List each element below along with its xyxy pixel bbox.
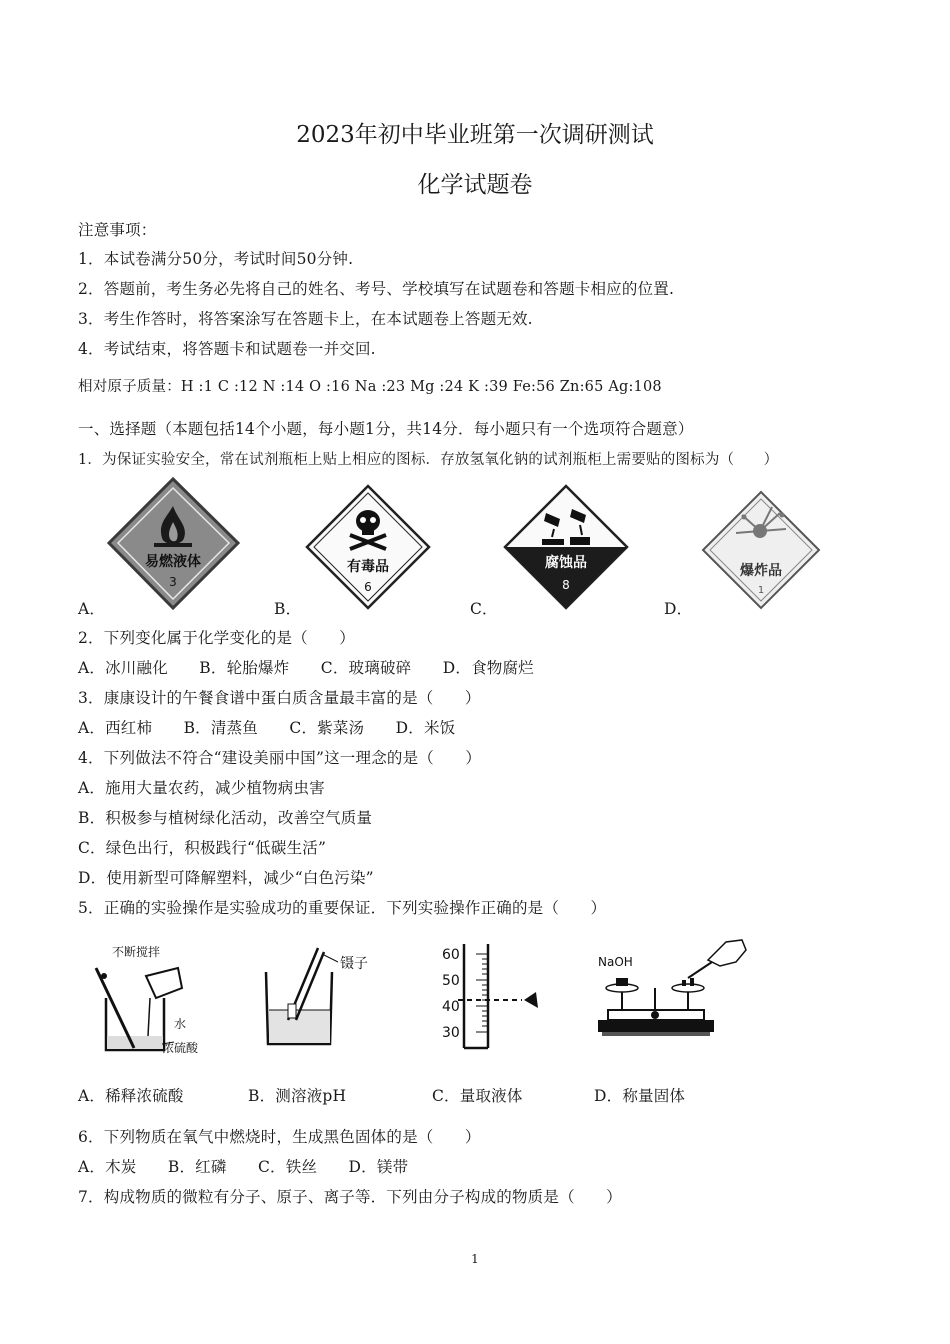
- section-heading: 一、选择题（本题包括14个小题，每小题1分，共14分．每小题只有一个选项符合题意）: [78, 420, 694, 438]
- sign-label: 有毒品: [347, 559, 389, 575]
- eye-icon: [524, 992, 538, 1008]
- notes-heading: 注意事项：: [78, 221, 157, 239]
- exam-subtitle: 化学试题卷: [417, 172, 533, 198]
- stir-label: 不断搅拌: [112, 945, 161, 959]
- question-2-options[interactable]: A．冰川融化 B．轮胎爆炸 C．玻璃破碎 D．食物腐烂: [78, 659, 534, 677]
- question-4-option[interactable]: A．施用大量农药，减少植物病虫害: [78, 779, 325, 797]
- question-1-stem: 1．为保证实验安全，常在试剂瓶柜上贴上相应的图标．存放氢氧化钠的试剂瓶柜上需要贴的图标为（ ）: [78, 452, 779, 468]
- dilute-acid-figure[interactable]: [84, 940, 229, 1060]
- option-c[interactable]: C．量取液体: [432, 1087, 523, 1105]
- reagent-label: NaOH: [598, 955, 633, 969]
- page-number: 1: [471, 1252, 479, 1266]
- explosive-sign[interactable]: [700, 489, 822, 611]
- ph-test-figure[interactable]: [258, 940, 393, 1052]
- tweezers-label: 镊子: [340, 956, 368, 972]
- sign-number: 3: [169, 575, 177, 589]
- measuring-cylinder-figure[interactable]: [436, 940, 546, 1052]
- acid-label: 浓硫酸: [162, 1041, 199, 1055]
- option-c[interactable]: C．: [470, 600, 498, 618]
- question-4-option[interactable]: D．使用新型可降解塑料，减少“白色污染”: [78, 869, 374, 887]
- question-4-stem: 4．下列做法不符合“建设美丽中国”这一理念的是（ ）: [78, 749, 482, 767]
- question-5-stem: 5．正确的实验操作是实验成功的重要保证．下列实验操作正确的是（ ）: [78, 899, 607, 917]
- toxic-sign[interactable]: [304, 483, 432, 611]
- atomic-masses: 相对原子质量：H :1 C :12 N :14 O :16 Na :23 Mg :24 K :39 Fe:56 Zn:65 Ag:108: [78, 379, 662, 395]
- question-6-options[interactable]: A．木炭 B．红磷 C．铁丝 D．镁带: [78, 1158, 409, 1176]
- question-2-stem: 2．下列变化属于化学变化的是（ ）: [78, 629, 355, 647]
- question-6-stem: 6．下列物质在氧气中燃烧时，生成黑色固体的是（ ）: [78, 1128, 481, 1146]
- corrosive-sign[interactable]: [502, 483, 630, 611]
- option-b[interactable]: B．测溶液pH: [248, 1087, 347, 1105]
- question-4-option[interactable]: B．积极参与植树绿化活动，改善空气质量: [78, 809, 373, 827]
- option-d[interactable]: D．: [664, 600, 693, 618]
- question-4-option[interactable]: C．绿色出行，积极践行“低碳生活”: [78, 839, 327, 857]
- question-3-stem: 3．康康设计的午餐食谱中蛋白质含量最丰富的是（ ）: [78, 689, 481, 707]
- sign-label: 爆炸品: [740, 563, 782, 579]
- note-item: 4．考试结束，将答题卡和试题卷一并交回.: [78, 340, 376, 358]
- water-label: 水: [174, 1017, 187, 1031]
- sign-number: 8: [562, 578, 570, 592]
- option-d[interactable]: D．称量固体: [594, 1087, 686, 1105]
- exam-title: 2023年初中毕业班第一次调研测试: [296, 122, 654, 148]
- tick-label: 50: [442, 973, 460, 989]
- tick-label: 40: [442, 999, 460, 1015]
- note-item: 2．答题前，考生务必先将自己的姓名、考号、学校填写在试题卷和答题卡相应的位置.: [78, 280, 675, 298]
- hand-icon: [688, 940, 746, 978]
- balance-figure[interactable]: [592, 932, 752, 1044]
- flammable-liquid-sign[interactable]: [106, 476, 241, 611]
- question-7-stem: 7．构成物质的微粒有分子、原子、离子等．下列由分子构成的物质是（ ）: [78, 1188, 622, 1206]
- note-item: 3．考生作答时，将答案涂写在答题卡上，在本试题卷上答题无效.: [78, 310, 533, 328]
- sign-label: 腐蚀品: [545, 555, 587, 571]
- option-b[interactable]: B．: [274, 600, 302, 618]
- note-item: 1．本试卷满分50分，考试时间50分钟.: [78, 250, 354, 268]
- sign-number: 1: [757, 585, 765, 596]
- tick-label: 30: [442, 1025, 460, 1041]
- sign-label: 易燃液体: [145, 554, 201, 570]
- option-a[interactable]: A．稀释浓硫酸: [78, 1087, 184, 1105]
- question-3-options[interactable]: A．西红柿 B．清蒸鱼 C．紫菜汤 D．米饭: [78, 719, 456, 737]
- option-a[interactable]: A．: [78, 600, 106, 618]
- sign-number: 6: [364, 580, 372, 594]
- tick-label: 60: [442, 947, 460, 963]
